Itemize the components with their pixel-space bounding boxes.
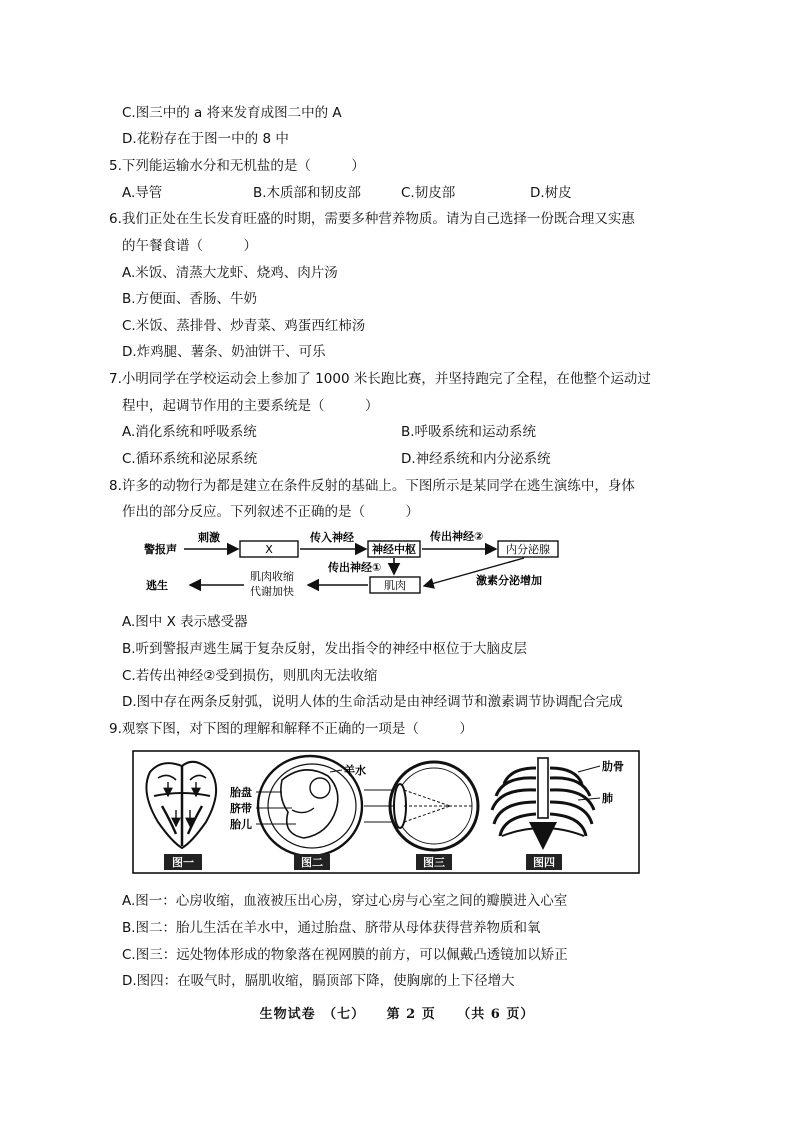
q6-option-c: C.米饭、蒸排骨、炒青菜、鸡蛋西红柿汤 xyxy=(122,318,366,334)
contract-label-2: 代谢加快 xyxy=(250,585,294,598)
q9-stem: 9.观察下图，对下图的理解和解释不正确的一项是（ ） xyxy=(109,721,473,737)
gland-label: 内分泌腺 xyxy=(506,543,550,556)
fig2-label: 图二 xyxy=(301,856,323,869)
placenta-label: 胎盘 xyxy=(230,786,252,799)
q5-option-d: D.树皮 xyxy=(530,185,572,201)
afferent-label: 传入神经 xyxy=(310,531,354,544)
fig1-label: 图一 xyxy=(172,856,194,869)
page-footer: 生物试卷 （七） 第 2 页 （共 6 页） xyxy=(259,1007,535,1022)
q7-option-b: B.呼吸系统和运动系统 xyxy=(401,424,537,440)
fig4-label: 图四 xyxy=(533,856,555,869)
q8-stem-line1: 8.许多的动物行为都是建立在条件反射的基础上。下图所示是某同学在逃生演练中，身体 xyxy=(109,478,635,494)
escape-label: 逃生 xyxy=(146,579,168,592)
q6-stem-line1: 6.我们正处在生长发育旺盛的时期，需要多种营养物质。请为自己选择一份既合理又实惠 xyxy=(109,211,635,227)
alarm-label: 警报声 xyxy=(144,543,177,556)
q4-option-c: C.图三中的 a 将来发育成图二中的 A xyxy=(122,105,342,121)
q7-stem-line1: 7.小明同学在学校运动会上参加了 1000 米长跑比赛，并坚持跑完了全程，在他整个运动过 xyxy=(109,371,651,387)
center-label: 神经中枢 xyxy=(372,543,416,556)
reflex-flow-diagram xyxy=(140,528,590,604)
q8-option-c: C.若传出神经②受到损伤，则肌肉无法收缩 xyxy=(122,668,378,684)
efferent2-label: 传出神经② xyxy=(430,530,484,543)
q8-stem-line2: 作出的部分反应。下列叙述不正确的是（ ） xyxy=(122,504,419,520)
efferent1-label: 传出神经① xyxy=(328,561,382,574)
q6-option-a: A.米饭、清蒸大龙虾、烧鸡、肉片汤 xyxy=(122,265,338,281)
q8-option-d: D.图中存在两条反射弧，说明人体的生命活动是由神经调节和激素调节协调配合完成 xyxy=(122,694,623,710)
q6-stem-line2: 的午餐食谱（ ） xyxy=(122,238,257,254)
hormone-label: 激素分泌增加 xyxy=(476,574,542,587)
q6-option-d: D.炸鸡腿、薯条、奶油饼干、可乐 xyxy=(122,344,326,360)
q8-option-b: B.听到警报声逃生属于复杂反射，发出指令的神经中枢位于大脑皮层 xyxy=(122,641,528,657)
q5-option-c: C.韧皮部 xyxy=(401,185,456,201)
x-label: X xyxy=(265,543,273,556)
q7-stem-line2: 程中，起调节作用的主要系统是（ ） xyxy=(122,398,379,414)
fig3-label: 图三 xyxy=(423,856,445,869)
contract-label-1: 肌肉收缩 xyxy=(250,570,294,583)
q7-option-d: D.神经系统和内分泌系统 xyxy=(401,451,551,467)
q5-option-a: A.导管 xyxy=(122,185,163,201)
q6-option-b: B.方便面、香肠、牛奶 xyxy=(122,291,258,307)
q9-option-d: D.图四：在吸气时，膈肌收缩，膈顶部下降，使胸廓的上下径增大 xyxy=(122,973,515,989)
q9-option-c: C.图三：远处物体形成的物象落在视网膜的前方，可以佩戴凸透镜加以矫正 xyxy=(122,947,568,963)
q8-option-a: A.图中 X 表示感受器 xyxy=(122,614,248,630)
four-panel-figure xyxy=(132,750,640,874)
lung-label: 肺 xyxy=(602,792,613,805)
q7-option-c: C.循环系统和泌尿系统 xyxy=(122,451,258,467)
fetus-label: 胎儿 xyxy=(230,818,252,831)
q5-option-b: B.木质部和韧皮部 xyxy=(253,185,362,201)
q7-option-a: A.消化系统和呼吸系统 xyxy=(122,424,257,440)
muscle-label: 肌肉 xyxy=(384,579,406,592)
q9-option-a: A.图一：心房收缩，血液被压出心房，穿过心房与心室之间的瓣膜进入心室 xyxy=(122,893,568,909)
q4-option-d: D.花粉存在于图一中的 8 中 xyxy=(122,131,289,147)
amniotic-label: 羊水 xyxy=(344,764,366,777)
q5-stem: 5.下列能运输水分和无机盐的是（ ） xyxy=(109,158,365,174)
cord-label: 脐带 xyxy=(230,802,252,815)
q9-option-b: B.图二：胎儿生活在羊水中，通过胎盘、脐带从母体获得营养物质和氧 xyxy=(122,920,541,936)
stimulus-label: 刺激 xyxy=(198,531,220,544)
rib-label: 肋骨 xyxy=(602,760,624,773)
